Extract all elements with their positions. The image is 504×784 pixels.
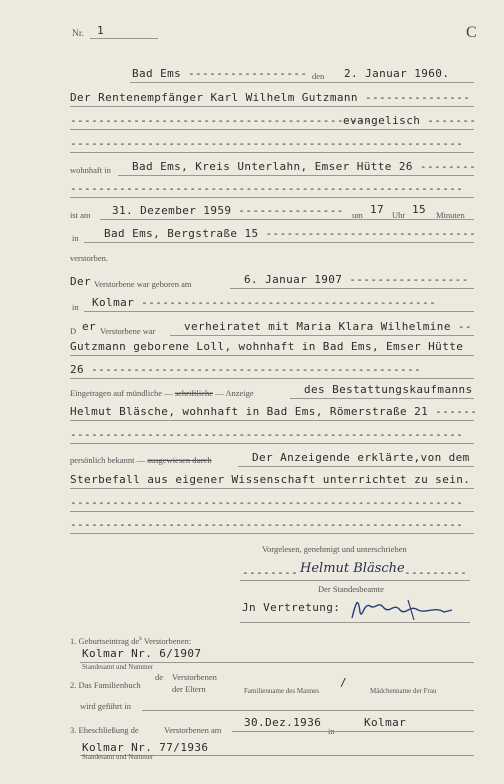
struck-option: ausgewiesen durch bbox=[147, 455, 212, 465]
ist-am-label: ist am bbox=[70, 210, 91, 220]
rule bbox=[240, 622, 470, 623]
standesbeamte-label: Der Standesbeamte bbox=[318, 584, 384, 594]
rule bbox=[84, 242, 474, 243]
item3-in: in bbox=[328, 726, 335, 736]
rule bbox=[232, 731, 474, 732]
death-hour: 17 bbox=[370, 203, 385, 216]
death-place: Bad Ems, Bergstraße 15 ------------------------------ bbox=[104, 227, 477, 240]
marriage-entry: Kolmar Nr. 77/1936 bbox=[82, 741, 209, 754]
marital-status: verheiratet mit Maria Klara Wilhelmine -- bbox=[184, 320, 472, 333]
item2-de: de bbox=[155, 672, 164, 682]
rule bbox=[70, 152, 474, 153]
rule bbox=[70, 378, 474, 379]
dash-line: -------------------------------------------------------- bbox=[70, 182, 464, 195]
sig-dash-right: --------- bbox=[404, 566, 468, 579]
minuten-label: Minuten bbox=[436, 210, 465, 220]
death-minutes: 15 bbox=[412, 203, 427, 216]
birth-date: 6. Januar 1907 ----------------- bbox=[244, 273, 469, 286]
eingetragen-text: Eingetragen auf mündliche — bbox=[70, 388, 173, 398]
item2-label: 2. Das Familienbuch bbox=[70, 680, 141, 690]
spouse-line-end: 26 ----------------------------------------------- bbox=[70, 363, 422, 376]
der-article: Der bbox=[70, 275, 92, 288]
eingetragen-label bbox=[70, 388, 254, 398]
registration-place: Bad Ems bbox=[132, 67, 182, 80]
rule bbox=[84, 311, 474, 312]
item2-eltern: der Eltern bbox=[172, 684, 206, 694]
rule bbox=[70, 533, 474, 534]
nr-label: Nr. bbox=[72, 29, 84, 39]
corner-letter: C bbox=[466, 24, 477, 41]
standesamt-sublabel-2: Standesamt und Nummer bbox=[82, 753, 154, 761]
standesamt-sublabel: Standesamt und Nummer bbox=[82, 663, 154, 671]
marriage-place: Kolmar bbox=[364, 716, 407, 729]
birth-entry: Kolmar Nr. 6/1907 bbox=[82, 647, 202, 660]
vorgelesen-label: Vorgelesen, genehmigt und unterschrieben bbox=[262, 544, 407, 554]
deceased-name-line: Der Rentenempfänger Karl Wilhelm Gutzmann --------------- bbox=[70, 91, 471, 104]
marriage-date: 30.Dez.1936 bbox=[244, 716, 322, 729]
rule bbox=[130, 82, 474, 83]
rule bbox=[142, 710, 474, 711]
rule bbox=[70, 197, 474, 198]
record-number: 1 bbox=[97, 24, 105, 37]
rule bbox=[170, 335, 474, 336]
er-article: er bbox=[82, 320, 97, 333]
item1-sup: s bbox=[139, 634, 142, 642]
vertretung-label: Jn Vertretung: bbox=[242, 601, 341, 614]
maiden-name-sublabel: Mädchenname der Frau bbox=[370, 687, 437, 695]
declaration-line: Der Anzeigende erklärte,von dem bbox=[252, 451, 470, 464]
rule bbox=[100, 219, 474, 220]
item3-label: 3. Eheschließung de bbox=[70, 725, 139, 735]
d-label: D bbox=[70, 326, 77, 336]
informant-type: des Bestattungskaufmanns bbox=[304, 383, 473, 396]
nr-underline bbox=[90, 38, 158, 39]
rule bbox=[238, 466, 474, 467]
item2-verstorbenen: Verstorbenen bbox=[172, 672, 217, 682]
registration-date: 2. Januar 1960. bbox=[344, 67, 450, 80]
husband-surname-sublabel: Familienname des Mannes bbox=[244, 687, 320, 695]
verstorben-label: verstorben. bbox=[70, 253, 109, 263]
bekannt-text: persönlich bekannt — bbox=[70, 455, 146, 465]
item1-text-b: Verstorbenen: bbox=[143, 635, 192, 646]
dash-line: -------------------------------------------------------- bbox=[70, 496, 464, 509]
uhr-label: Uhr bbox=[392, 210, 406, 220]
item2-gefuehrt: wird geführt in bbox=[80, 701, 131, 711]
dash-line: -------------------------------------------------------- bbox=[70, 518, 464, 531]
rule bbox=[70, 511, 474, 512]
um-label: um bbox=[352, 210, 363, 220]
born-label: Verstorbene war geboren am bbox=[94, 279, 192, 289]
dash-line: -------------------------------------------------------- bbox=[70, 137, 464, 150]
item1-text: 1. Geburtseintrag de bbox=[70, 635, 140, 646]
spouse-line: Gutzmann geborene Loll, wohnhaft in Bad Ems, Emser Hütte bbox=[70, 340, 464, 353]
religion: evangelisch ------- bbox=[343, 114, 477, 127]
wohnhaft-label: wohnhaft in bbox=[70, 165, 111, 175]
rule bbox=[240, 580, 470, 581]
rule bbox=[290, 398, 474, 399]
dash-line: -------------------------------------------------------- bbox=[70, 428, 464, 441]
item1-label bbox=[70, 634, 191, 646]
death-date: 31. Dezember 1959 --------------- bbox=[112, 204, 344, 217]
anzeige-text: — Anzeige bbox=[215, 388, 254, 398]
item2-slash: / bbox=[340, 676, 348, 689]
sig-dash-left: -------- bbox=[242, 566, 299, 579]
married-label: Verstorbene war bbox=[100, 326, 156, 336]
rule bbox=[70, 355, 474, 356]
birth-place: Kolmar ------------------------------------------ bbox=[92, 296, 437, 309]
rule bbox=[230, 288, 474, 289]
rule bbox=[70, 443, 474, 444]
item3-label-b: Verstorbenen am bbox=[164, 725, 222, 735]
place-dash: ----------------- bbox=[188, 67, 308, 80]
informant-line: Helmut Bläsche, wohnhaft in Bad Ems, Römerstraße 21 ------ bbox=[70, 405, 478, 418]
bekannt-label bbox=[70, 455, 212, 465]
in-label: in bbox=[72, 233, 79, 243]
rule bbox=[70, 420, 474, 421]
struck-option: schriftliche bbox=[174, 388, 214, 398]
rule bbox=[70, 106, 474, 107]
declaration-line-2: Sterbefall aus eigener Wissenschaft unterrichtet zu sein. bbox=[70, 473, 471, 486]
rule bbox=[118, 175, 474, 176]
dash-fill: ------------------------------------------- bbox=[70, 114, 372, 127]
den-label: den bbox=[312, 71, 325, 81]
informant-signature: Helmut Bläsche bbox=[300, 561, 405, 576]
rule bbox=[70, 488, 474, 489]
residence: Bad Ems, Kreis Unterlahn, Emser Hütte 26 -------- bbox=[132, 160, 477, 173]
in-label: in bbox=[72, 302, 79, 312]
official-signature-icon bbox=[348, 592, 458, 624]
rule bbox=[70, 129, 474, 130]
